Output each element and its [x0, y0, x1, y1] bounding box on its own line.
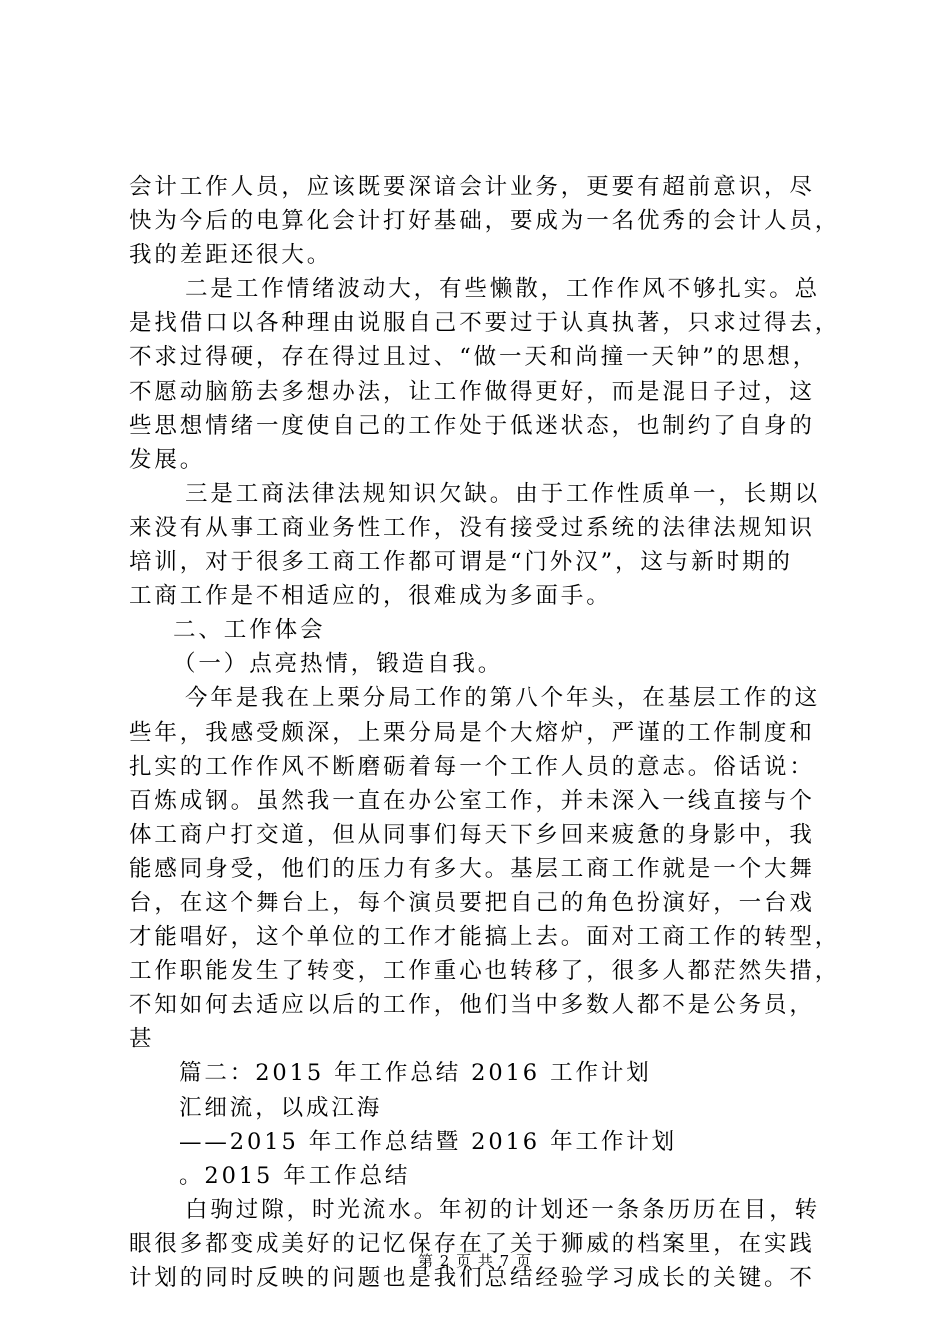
paragraph-line: 是找借口以各种理由说服自己不要过于认真执著，只求过得去，: [129, 310, 841, 337]
paragraph-line: 眼很多都变成美好的记忆保存在了关于狮威的档案里，在实践: [129, 1230, 815, 1257]
article-title: 篇二：2015 年工作总结 2016 工作计划: [179, 1060, 652, 1087]
paragraph-line: 不愿动脑筋去多想办法，让工作做得更好，而是混日子过，这: [129, 378, 815, 405]
article-subtitle: 汇细流，以成江海: [179, 1094, 383, 1121]
paragraph-line: 会计工作人员，应该既要深谙会计业务，更要有超前意识，尽: [129, 174, 815, 200]
paragraph-line: 扎实的工作作风不断磨砺着每一个工作人员的意志。俗话说：: [129, 753, 815, 780]
paragraph-line: 能感同身受，他们的压力有多大。基层工商工作就是一个大舞: [129, 855, 815, 882]
paragraph-line: 百炼成钢。虽然我一直在办公室工作，并未深入一线直接与个: [129, 787, 815, 814]
section-heading: 。2015 年工作总结: [179, 1162, 411, 1189]
paragraph-line: 台，在这个舞台上，每个演员要把自己的角色扮演好，一台戏: [129, 889, 815, 916]
paragraph-line: 甚: [129, 1026, 155, 1053]
paragraph-line: 培训，对于很多工商工作都可谓是“门外汉”，这与新时期的: [129, 549, 793, 576]
page-number-footer: 第 2 页 共 7 页: [418, 1252, 532, 1270]
paragraph-line: 工作职能发生了转变，工作重心也转移了，很多人都茫然失措，: [129, 958, 841, 985]
paragraph-line: 我的差距还很大。: [129, 242, 333, 269]
paragraph-line: 快为今后的电算化会计打好基础，要成为一名优秀的会计人员，: [129, 208, 841, 235]
paragraph-line: 些思想情绪一度使自己的工作处于低迷状态，也制约了自身的: [129, 412, 815, 439]
subsection-heading: （一）点亮热情，锻造自我。: [173, 651, 504, 678]
paragraph-line: 些年，我感受颇深，上栗分局是个大熔炉，严谨的工作制度和: [129, 719, 815, 746]
paragraph-line: 不知如何去适应以后的工作，他们当中多数人都不是公务员，: [129, 992, 815, 1019]
section-heading: 二、工作体会: [173, 617, 326, 644]
paragraph-line: 二是工作情绪波动大，有些懒散，工作作风不够扎实。总: [185, 276, 821, 303]
paragraph-line: 计划的同时反映的问题也是我们总结经验学习成长的关键。不: [129, 1265, 815, 1291]
paragraph-line: 不求过得硬，存在得过且过、“做一天和尚撞一天钟”的思想，: [129, 344, 819, 371]
paragraph-line: 三是工商法律法规知识欠缺。由于工作性质单一，长期以: [185, 480, 821, 507]
paragraph-line: 工商工作是不相适应的，很难成为多面手。: [129, 583, 612, 610]
document-body: [129, 170, 841, 1295]
paragraph-line: 才能唱好，这个单位的工作才能搞上去。面对工商工作的转型，: [129, 924, 841, 951]
paragraph-line: 来没有从事工商业务性工作，没有接受过系统的法律法规知识: [129, 514, 815, 541]
article-subtitle: ——2015 年工作总结暨 2016 年工作计划: [179, 1128, 678, 1155]
paragraph-line: 体工商户打交道，但从同事们每天下乡回来疲惫的身影中，我: [129, 821, 815, 848]
paragraph-line: 今年是我在上栗分局工作的第八个年头，在基层工作的这: [185, 685, 821, 712]
paragraph-line: 白驹过隙，时光流水。年初的计划还一条条历历在目，转: [185, 1196, 821, 1223]
paragraph-line: 发展。: [129, 446, 206, 473]
